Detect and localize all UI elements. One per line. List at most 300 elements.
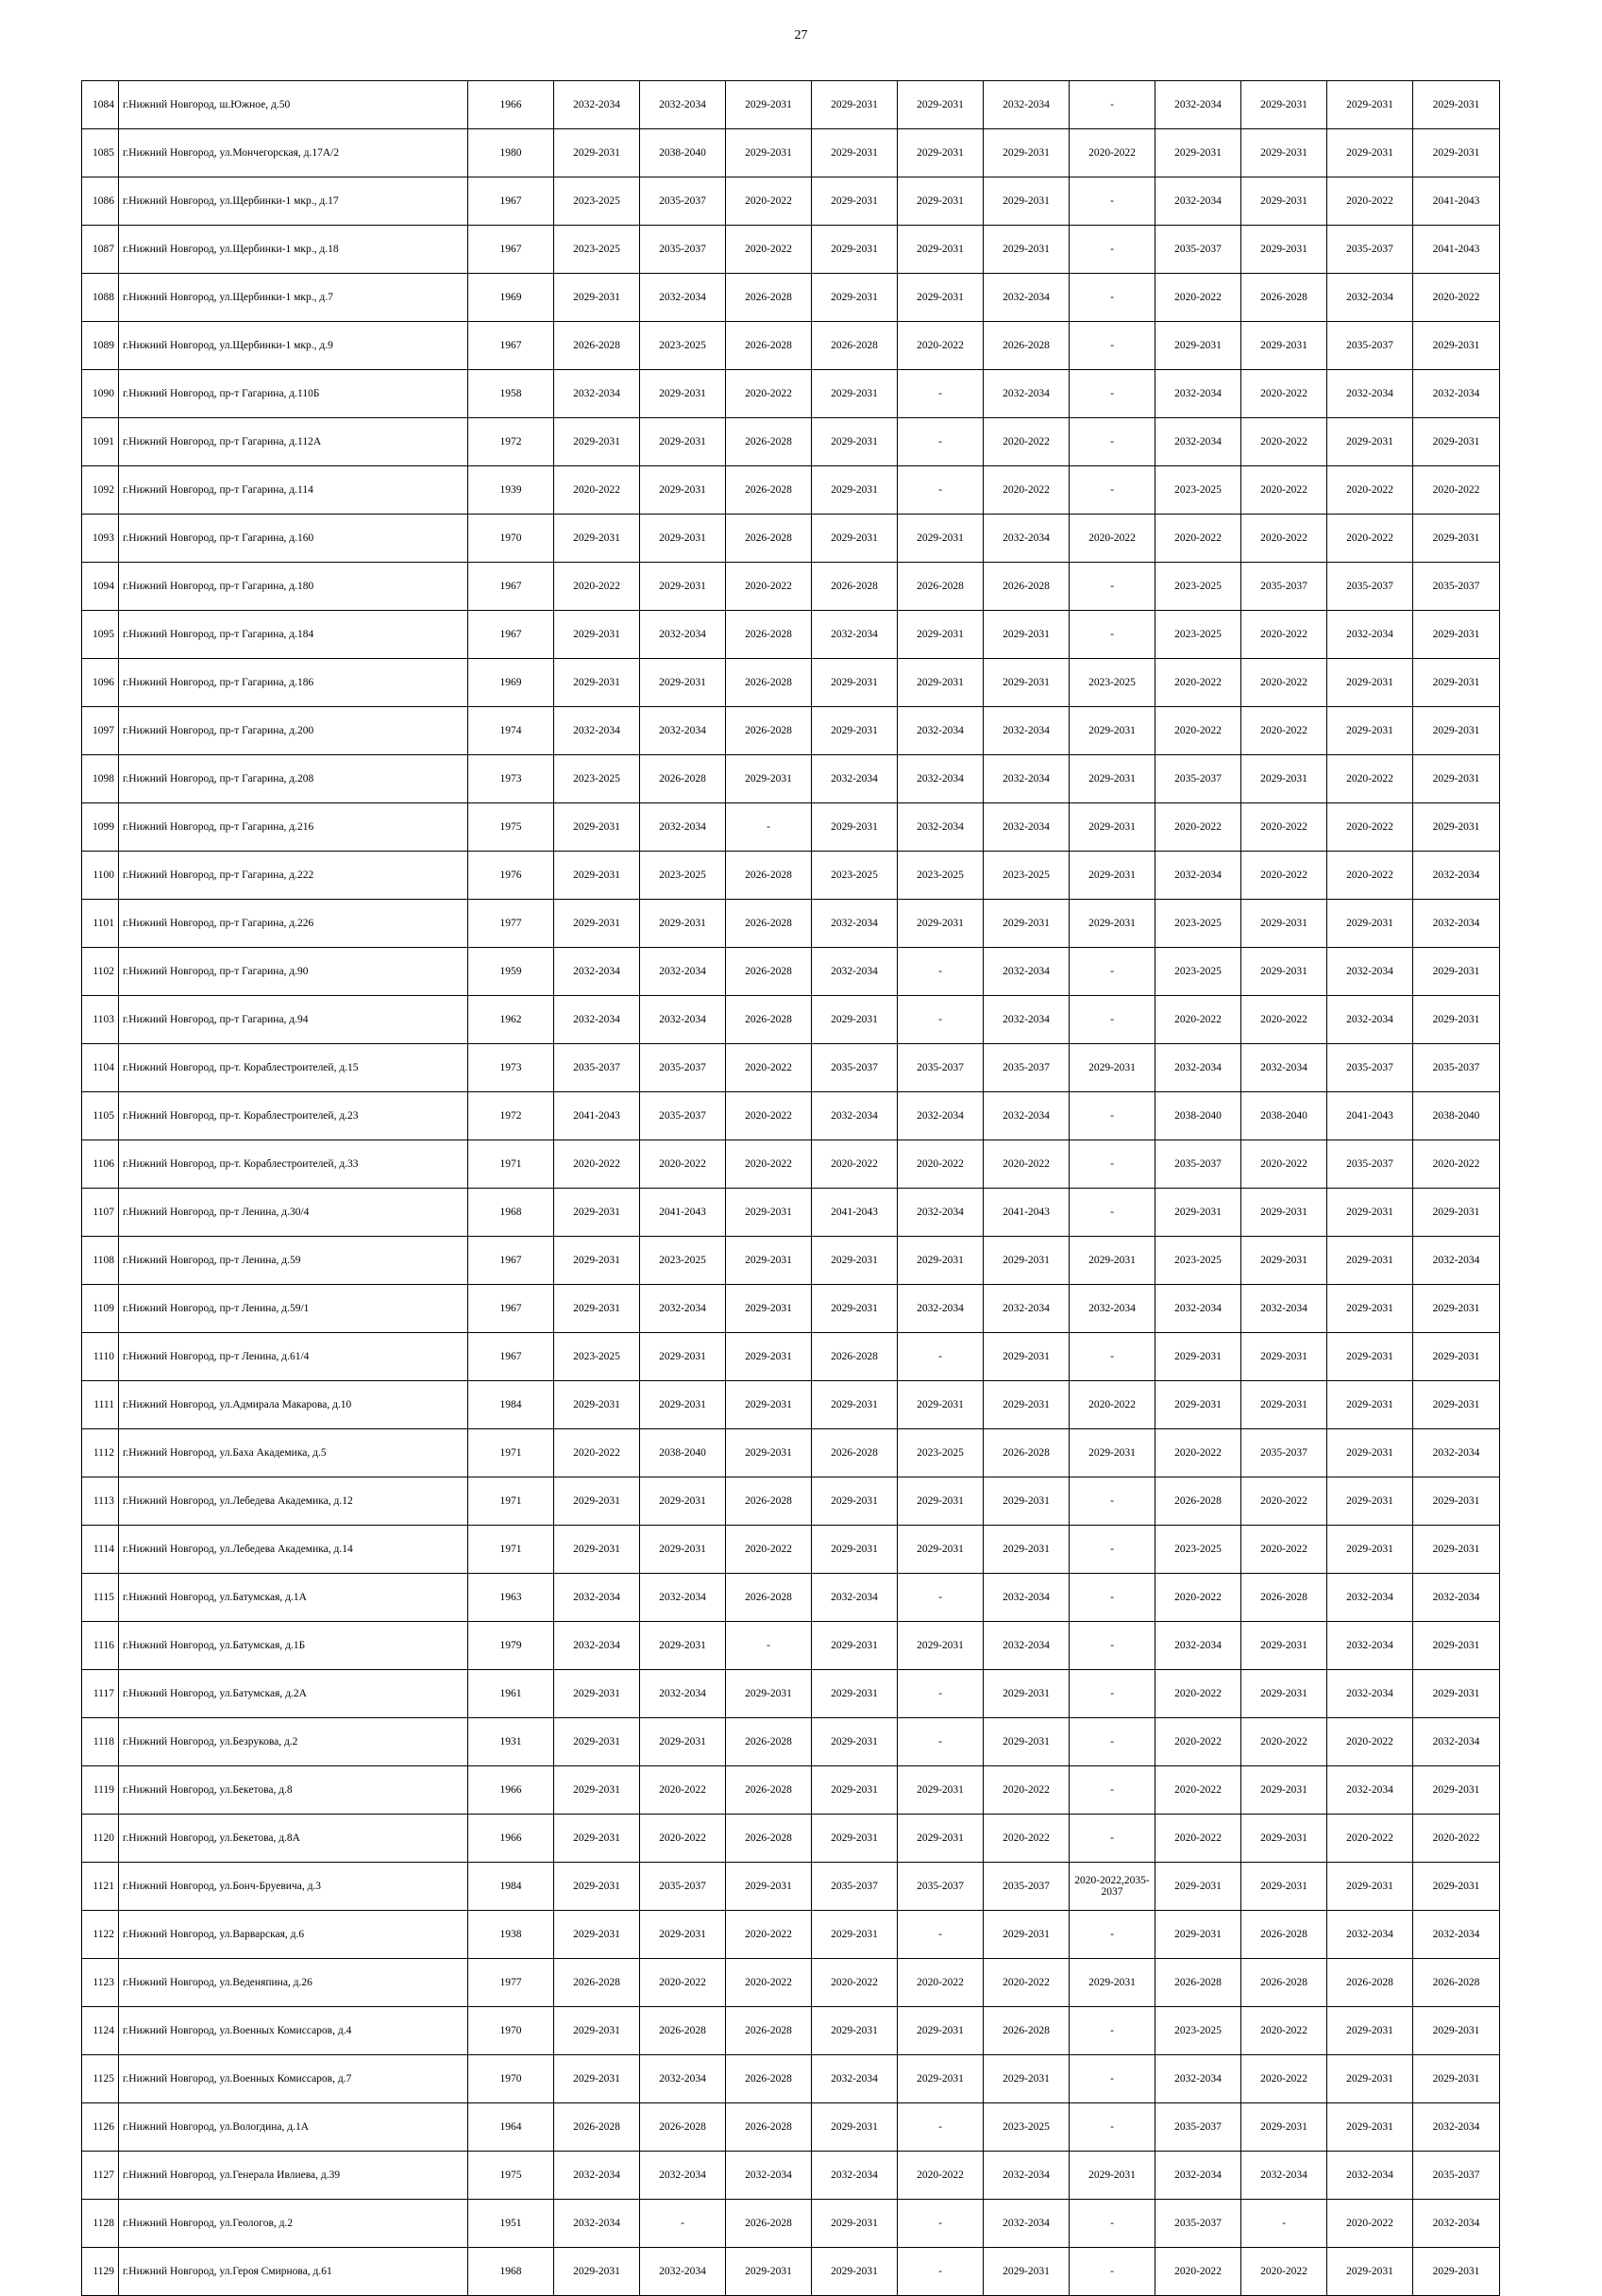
cell-period: 2020-2022	[898, 2152, 984, 2200]
cell-period: 2020-2022	[1327, 755, 1413, 803]
cell-period: 2041-2043	[812, 1189, 898, 1237]
cell-period: 2029-2031	[984, 2248, 1070, 2296]
cell-period: 2029-2031	[554, 274, 640, 322]
cell-period: 2029-2031	[1241, 1381, 1327, 1429]
cell-period: 2029-2031	[898, 1526, 984, 1574]
cell-address: г.Нижний Новгород, пр-т Гагарина, д.94	[119, 996, 468, 1044]
cell-period: 2029-2031	[1413, 1526, 1500, 1574]
cell-period: 2023-2025	[898, 852, 984, 900]
cell-period: -	[640, 2200, 726, 2248]
table-row	[82, 803, 1500, 852]
cell-period: 2029-2031	[554, 2007, 640, 2055]
cell-period: 2029-2031	[726, 755, 812, 803]
cell-period: 2032-2034	[554, 2152, 640, 2200]
cell-period: 2029-2031	[898, 1622, 984, 1670]
cell-period: 2032-2034	[1155, 370, 1241, 418]
cell-period: 2029-2031	[1327, 1381, 1413, 1429]
cell-period: 2038-2040	[1413, 1092, 1500, 1140]
cell-period: 2029-2031	[1413, 996, 1500, 1044]
cell-period: 2032-2034	[554, 370, 640, 418]
cell-period: 2029-2031	[554, 1815, 640, 1863]
table-row	[82, 1477, 1500, 1526]
cell-period: 2032-2034	[812, 2055, 898, 2103]
cell-period: 2029-2031	[726, 1670, 812, 1718]
cell-period: 2023-2025	[640, 852, 726, 900]
cell-period: -	[1070, 611, 1155, 659]
cell-period: 2029-2031	[1327, 1333, 1413, 1381]
table-row	[82, 707, 1500, 755]
cell-period: -	[1070, 1670, 1155, 1718]
cell-period: 2029-2031	[1327, 1526, 1413, 1574]
cell-number: 1124	[82, 2007, 119, 2055]
cell-address: г.Нижний Новгород, пр-т Ленина, д.61/4	[119, 1333, 468, 1381]
cell-period: 2026-2028	[640, 2007, 726, 2055]
cell-address: г.Нижний Новгород, пр-т. Кораблестроителей, д.15	[119, 1044, 468, 1092]
cell-address: г.Нижний Новгород, ул.Щербинки-1 мкр., д.7	[119, 274, 468, 322]
cell-address: г.Нижний Новгород, ул.Геологов, д.2	[119, 2200, 468, 2248]
cell-number: 1093	[82, 515, 119, 563]
cell-period: 2020-2022	[726, 1140, 812, 1189]
cell-period: -	[1070, 81, 1155, 129]
cell-period: 2041-2043	[1413, 226, 1500, 274]
cell-address: г.Нижний Новгород, ул.Баха Академика, д.5	[119, 1429, 468, 1477]
cell-period: -	[1070, 1911, 1155, 1959]
cell-period: 2026-2028	[726, 948, 812, 996]
cell-period: -	[1070, 948, 1155, 996]
table-row	[82, 1574, 1500, 1622]
cell-period: 2032-2034	[640, 2152, 726, 2200]
cell-period: 2020-2022,2035-2037	[1070, 1863, 1155, 1911]
cell-period: 2029-2031	[812, 418, 898, 466]
cell-period: 2029-2031	[898, 659, 984, 707]
cell-period: 2029-2031	[640, 1911, 726, 1959]
cell-number: 1090	[82, 370, 119, 418]
cell-number: 1121	[82, 1863, 119, 1911]
cell-period: 2020-2022	[554, 466, 640, 515]
cell-period: 2035-2037	[1155, 226, 1241, 274]
cell-period: 2032-2034	[984, 81, 1070, 129]
cell-period: 2020-2022	[1155, 707, 1241, 755]
cell-period: 2032-2034	[1327, 1622, 1413, 1670]
cell-period: 2029-2031	[1327, 900, 1413, 948]
cell-number: 1105	[82, 1092, 119, 1140]
cell-number: 1114	[82, 1526, 119, 1574]
cell-period: 2035-2037	[984, 1044, 1070, 1092]
cell-period: 2029-2031	[1327, 81, 1413, 129]
cell-period: 2035-2037	[1155, 2200, 1241, 2248]
cell-period: 2029-2031	[640, 1622, 726, 1670]
cell-period: 2032-2034	[898, 755, 984, 803]
cell-period: 2032-2034	[1327, 1766, 1413, 1815]
cell-period: 2026-2028	[812, 1429, 898, 1477]
table-row	[82, 1718, 1500, 1766]
cell-period: 2029-2031	[984, 1381, 1070, 1429]
cell-period: 2023-2025	[554, 755, 640, 803]
cell-period: 2032-2034	[984, 1285, 1070, 1333]
cell-address: г.Нижний Новгород, ул.Безрукова, д.2	[119, 1718, 468, 1766]
cell-period: 2035-2037	[1327, 563, 1413, 611]
cell-period: 2029-2031	[726, 81, 812, 129]
cell-period: 2029-2031	[812, 2200, 898, 2248]
cell-period: 2020-2022	[1155, 1670, 1241, 1718]
cell-period: 2035-2037	[1413, 2152, 1500, 2200]
cell-period: 2026-2028	[726, 418, 812, 466]
cell-period: 2020-2022	[984, 1140, 1070, 1189]
cell-period: 2029-2031	[1241, 1237, 1327, 1285]
cell-period: 2026-2028	[1413, 1959, 1500, 2007]
cell-year: 1951	[468, 2200, 554, 2248]
cell-year: 1977	[468, 1959, 554, 2007]
cell-period: 2029-2031	[898, 2055, 984, 2103]
cell-period: 2026-2028	[726, 1766, 812, 1815]
cell-period: 2026-2028	[726, 322, 812, 370]
cell-number: 1084	[82, 81, 119, 129]
cell-period: 2032-2034	[1327, 2152, 1413, 2200]
cell-address: г.Нижний Новгород, ул.Бекетова, д.8	[119, 1766, 468, 1815]
cell-period: 2029-2031	[1070, 1237, 1155, 1285]
cell-number: 1086	[82, 177, 119, 226]
cell-period: -	[1070, 466, 1155, 515]
cell-period: 2029-2031	[640, 466, 726, 515]
cell-number: 1125	[82, 2055, 119, 2103]
cell-period: -	[1241, 2200, 1327, 2248]
cell-period: 2020-2022	[984, 466, 1070, 515]
cell-period: 2032-2034	[1327, 1574, 1413, 1622]
cell-period: 2026-2028	[812, 322, 898, 370]
cell-period: 2020-2022	[1241, 996, 1327, 1044]
cell-period: 2038-2040	[1155, 1092, 1241, 1140]
cell-period: 2035-2037	[1241, 1429, 1327, 1477]
cell-period: 2029-2031	[1241, 1189, 1327, 1237]
cell-period: 2029-2031	[898, 1237, 984, 1285]
cell-period: 2029-2031	[1241, 1863, 1327, 1911]
table-row	[82, 1140, 1500, 1189]
cell-period: 2029-2031	[898, 2007, 984, 2055]
cell-period: 2032-2034	[554, 1574, 640, 1622]
cell-period: -	[1070, 996, 1155, 1044]
table-row	[82, 1670, 1500, 1718]
cell-year: 1967	[468, 611, 554, 659]
cell-period: 2035-2037	[1155, 1140, 1241, 1189]
cell-number: 1110	[82, 1333, 119, 1381]
cell-address: г.Нижний Новгород, ул.Щербинки-1 мкр., д.17	[119, 177, 468, 226]
cell-period: 2029-2031	[640, 370, 726, 418]
cell-period: -	[1070, 1526, 1155, 1574]
cell-period: 2026-2028	[1241, 1959, 1327, 2007]
table-row	[82, 1863, 1500, 1911]
cell-period: 2029-2031	[1327, 1237, 1413, 1285]
cell-number: 1127	[82, 2152, 119, 2200]
cell-period: 2032-2034	[1070, 1285, 1155, 1333]
cell-period: 2041-2043	[1327, 1092, 1413, 1140]
cell-period: 2020-2022	[726, 1959, 812, 2007]
cell-period: 2029-2031	[1413, 1622, 1500, 1670]
cell-number: 1123	[82, 1959, 119, 2007]
cell-period: 2023-2025	[1070, 659, 1155, 707]
cell-period: 2032-2034	[898, 1285, 984, 1333]
cell-period: 2029-2031	[640, 900, 726, 948]
cell-period: 2020-2022	[1327, 2200, 1413, 2248]
cell-period: -	[1070, 1333, 1155, 1381]
cell-period: 2029-2031	[1327, 1285, 1413, 1333]
cell-period: -	[1070, 370, 1155, 418]
cell-period: 2020-2022	[1327, 852, 1413, 900]
cell-year: 1970	[468, 2007, 554, 2055]
cell-number: 1094	[82, 563, 119, 611]
cell-period: 2029-2031	[812, 1622, 898, 1670]
cell-period: -	[1070, 2007, 1155, 2055]
cell-period: 2029-2031	[1241, 1815, 1327, 1863]
cell-year: 1984	[468, 1863, 554, 1911]
cell-period: 2029-2031	[1241, 755, 1327, 803]
cell-period: -	[898, 1333, 984, 1381]
cell-number: 1120	[82, 1815, 119, 1863]
cell-period: 2029-2031	[898, 900, 984, 948]
cell-year: 1967	[468, 1285, 554, 1333]
cell-period: 2032-2034	[1413, 2103, 1500, 2152]
cell-period: 2020-2022	[726, 563, 812, 611]
cell-period: 2029-2031	[554, 1237, 640, 1285]
cell-year: 1972	[468, 1092, 554, 1140]
cell-period: 2032-2034	[1413, 2200, 1500, 2248]
cell-period: 2023-2025	[1155, 948, 1241, 996]
cell-address: г.Нижний Новгород, пр-т Гагарина, д.222	[119, 852, 468, 900]
cell-period: 2020-2022	[726, 1044, 812, 1092]
cell-period: 2020-2022	[1155, 996, 1241, 1044]
table-row	[82, 1092, 1500, 1140]
cell-period: 2032-2034	[1413, 900, 1500, 948]
cell-period: 2029-2031	[554, 1526, 640, 1574]
cell-period: 2029-2031	[898, 1815, 984, 1863]
cell-number: 1119	[82, 1766, 119, 1815]
cell-period: -	[726, 803, 812, 852]
cell-period: 2032-2034	[640, 707, 726, 755]
cell-period: 2035-2037	[1327, 226, 1413, 274]
cell-period: 2020-2022	[812, 1959, 898, 2007]
cell-period: 2029-2031	[984, 1670, 1070, 1718]
cell-period: 2032-2034	[1413, 370, 1500, 418]
cell-period: 2032-2034	[812, 1574, 898, 1622]
cell-period: 2029-2031	[1070, 1959, 1155, 2007]
cell-period: 2023-2025	[1155, 2007, 1241, 2055]
cell-address: г.Нижний Новгород, ул.Бонч-Бруевича, д.3	[119, 1863, 468, 1911]
cell-period: 2032-2034	[984, 803, 1070, 852]
cell-period: 2032-2034	[640, 1670, 726, 1718]
cell-period: 2029-2031	[554, 1381, 640, 1429]
cell-year: 1974	[468, 707, 554, 755]
cell-period: 2023-2025	[812, 852, 898, 900]
cell-period: 2029-2031	[640, 1718, 726, 1766]
cell-address: г.Нижний Новгород, ул.Щербинки-1 мкр., д.9	[119, 322, 468, 370]
cell-period: 2029-2031	[898, 274, 984, 322]
cell-period: 2020-2022	[1327, 1815, 1413, 1863]
cell-number: 1126	[82, 2103, 119, 2152]
cell-address: г.Нижний Новгород, ул.Батумская, д.1А	[119, 1574, 468, 1622]
cell-period: 2026-2028	[726, 1574, 812, 1622]
cell-address: г.Нижний Новгород, ш.Южное, д.50	[119, 81, 468, 129]
cell-period: 2020-2022	[1070, 129, 1155, 177]
cell-period: 2032-2034	[812, 900, 898, 948]
cell-period: 2029-2031	[1413, 1766, 1500, 1815]
cell-period: 2029-2031	[726, 1189, 812, 1237]
cell-period: 2023-2025	[1155, 900, 1241, 948]
cell-year: 1963	[468, 1574, 554, 1622]
cell-period: -	[1070, 1574, 1155, 1622]
cell-period: 2032-2034	[812, 755, 898, 803]
cell-address: г.Нижний Новгород, ул.Щербинки-1 мкр., д.18	[119, 226, 468, 274]
cell-year: 1984	[468, 1381, 554, 1429]
cell-period: -	[1070, 1189, 1155, 1237]
cell-number: 1088	[82, 274, 119, 322]
cell-period: 2029-2031	[1155, 322, 1241, 370]
cell-period: 2029-2031	[1241, 177, 1327, 226]
cell-period: 2020-2022	[1327, 803, 1413, 852]
cell-period: 2032-2034	[812, 2152, 898, 2200]
cell-period: 2029-2031	[554, 2248, 640, 2296]
cell-period: 2020-2022	[1241, 418, 1327, 466]
cell-period: 2035-2037	[640, 177, 726, 226]
cell-period: 2032-2034	[984, 1092, 1070, 1140]
cell-year: 1967	[468, 1333, 554, 1381]
cell-period: -	[898, 996, 984, 1044]
cell-address: г.Нижний Новгород, пр-т Гагарина, д.110Б	[119, 370, 468, 418]
cell-period: 2026-2028	[640, 2103, 726, 2152]
cell-address: г.Нижний Новгород, пр-т Гагарина, д.90	[119, 948, 468, 996]
cell-period: 2029-2031	[726, 1429, 812, 1477]
cell-period: 2020-2022	[1241, 1140, 1327, 1189]
cell-period: 2029-2031	[1241, 900, 1327, 948]
cell-period: 2020-2022	[1241, 803, 1327, 852]
cell-address: г.Нижний Новгород, пр-т Гагарина, д.114	[119, 466, 468, 515]
cell-period: 2026-2028	[726, 466, 812, 515]
cell-period: 2029-2031	[984, 1237, 1070, 1285]
cell-period: 2029-2031	[812, 129, 898, 177]
cell-period: 2029-2031	[812, 2007, 898, 2055]
cell-period: 2026-2028	[898, 563, 984, 611]
cell-address: г.Нижний Новгород, ул.Адмирала Макарова, д.10	[119, 1381, 468, 1429]
cell-number: 1095	[82, 611, 119, 659]
cell-period: 2026-2028	[984, 563, 1070, 611]
cell-period: 2026-2028	[984, 1429, 1070, 1477]
cell-year: 1979	[468, 1622, 554, 1670]
table-row	[82, 2055, 1500, 2103]
cell-year: 1977	[468, 900, 554, 948]
cell-period: 2029-2031	[1413, 418, 1500, 466]
cell-period: 2029-2031	[1327, 1189, 1413, 1237]
cell-year: 1969	[468, 659, 554, 707]
cell-period: 2020-2022	[984, 1766, 1070, 1815]
cell-period: 2029-2031	[812, 177, 898, 226]
cell-period: 2023-2025	[1155, 611, 1241, 659]
cell-number: 1118	[82, 1718, 119, 1766]
cell-period: 2020-2022	[1241, 2007, 1327, 2055]
cell-period: 2026-2028	[812, 563, 898, 611]
cell-year: 1966	[468, 81, 554, 129]
cell-period: 2020-2022	[984, 1815, 1070, 1863]
table-body	[82, 81, 1500, 2296]
table-row	[82, 370, 1500, 418]
cell-period: 2020-2022	[984, 1959, 1070, 2007]
cell-period: 2032-2034	[1413, 1429, 1500, 1477]
cell-number: 1098	[82, 755, 119, 803]
cell-period: 2029-2031	[726, 2248, 812, 2296]
cell-period: 2029-2031	[1413, 803, 1500, 852]
cell-period: 2020-2022	[1155, 803, 1241, 852]
cell-period: 2029-2031	[1413, 1477, 1500, 1526]
cell-period: 2032-2034	[1327, 611, 1413, 659]
table-row	[82, 1285, 1500, 1333]
cell-period: 2026-2028	[726, 1477, 812, 1526]
cell-address: г.Нижний Новгород, пр-т Ленина, д.30/4	[119, 1189, 468, 1237]
cell-period: 2020-2022	[1327, 177, 1413, 226]
cell-period: 2029-2031	[726, 1237, 812, 1285]
table-row	[82, 322, 1500, 370]
cell-year: 1962	[468, 996, 554, 1044]
cell-period: 2020-2022	[726, 1526, 812, 1574]
cell-period: 2020-2022	[1413, 1140, 1500, 1189]
cell-period: 2029-2031	[640, 1381, 726, 1429]
cell-period: 2029-2031	[1155, 1333, 1241, 1381]
cell-period: 2035-2037	[812, 1863, 898, 1911]
cell-period: 2020-2022	[1241, 1477, 1327, 1526]
cell-period: 2026-2028	[726, 611, 812, 659]
cell-period: 2035-2037	[1327, 1044, 1413, 1092]
cell-period: 2029-2031	[1070, 852, 1155, 900]
cell-period: 2020-2022	[812, 1140, 898, 1189]
cell-period: 2029-2031	[984, 1526, 1070, 1574]
cell-period: -	[1070, 2200, 1155, 2248]
cell-period: 2029-2031	[1241, 2103, 1327, 2152]
cell-year: 1970	[468, 2055, 554, 2103]
cell-period: 2029-2031	[1413, 707, 1500, 755]
cell-period: 2029-2031	[1413, 322, 1500, 370]
cell-year: 1959	[468, 948, 554, 996]
cell-year: 1971	[468, 1526, 554, 1574]
cell-period: 2026-2028	[726, 274, 812, 322]
cell-period: 2032-2034	[1327, 996, 1413, 1044]
cell-period: 2029-2031	[1070, 803, 1155, 852]
cell-number: 1112	[82, 1429, 119, 1477]
cell-period: 2029-2031	[726, 129, 812, 177]
cell-period: 2029-2031	[1327, 1477, 1413, 1526]
cell-address: г.Нижний Новгород, ул.Вологдина, д.1А	[119, 2103, 468, 2152]
cell-address: г.Нижний Новгород, ул.Лебедева Академика, д.14	[119, 1526, 468, 1574]
cell-address: г.Нижний Новгород, ул.Генерала Ивлиева, д.39	[119, 2152, 468, 2200]
cell-address: г.Нижний Новгород, пр-т Гагарина, д.208	[119, 755, 468, 803]
cell-period: 2032-2034	[554, 996, 640, 1044]
cell-period: 2029-2031	[812, 1911, 898, 1959]
cell-period: 2029-2031	[1327, 2055, 1413, 2103]
cell-year: 1931	[468, 1718, 554, 1766]
cell-period: 2029-2031	[640, 1333, 726, 1381]
table-row	[82, 1766, 1500, 1815]
table-row	[82, 1911, 1500, 1959]
cell-year: 1967	[468, 1237, 554, 1285]
cell-address: г.Нижний Новгород, ул.Военных Комиссаров, д.4	[119, 2007, 468, 2055]
cell-number: 1109	[82, 1285, 119, 1333]
table-row	[82, 1381, 1500, 1429]
cell-period: 2032-2034	[984, 1574, 1070, 1622]
cell-period: 2020-2022	[554, 563, 640, 611]
cell-period: 2035-2037	[1155, 2103, 1241, 2152]
cell-number: 1100	[82, 852, 119, 900]
cell-number: 1107	[82, 1189, 119, 1237]
cell-year: 1976	[468, 852, 554, 900]
cell-period: 2032-2034	[1155, 177, 1241, 226]
cell-period: 2023-2025	[1155, 1237, 1241, 1285]
cell-address: г.Нижний Новгород, ул.Варварская, д.6	[119, 1911, 468, 1959]
cell-period: 2029-2031	[1241, 1333, 1327, 1381]
